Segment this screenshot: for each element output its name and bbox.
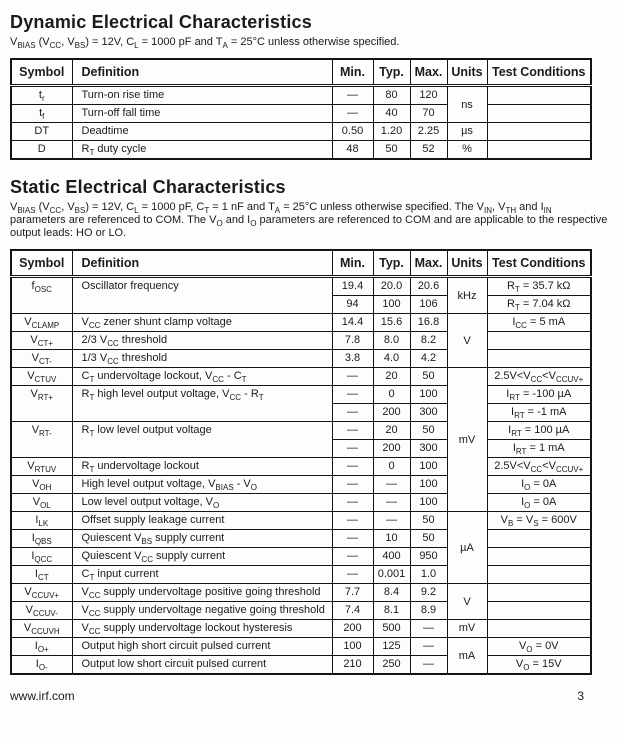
min-cell: — [332,566,373,584]
col-header-min: Min. [332,59,373,86]
min-cell: — [332,494,373,512]
symbol-cell: $I_{QBS}$ [11,530,72,548]
definition-cell: $R_T$ low level output voltage [72,422,332,458]
table-row [11,123,591,141]
typ-cell: 0 [373,458,410,476]
test-conditions-cell: $I_O = 0A$ [487,494,591,512]
test-conditions-cell: $I_{RT} = -1$ mA [487,404,591,422]
min-cell: 7.7 [332,584,373,602]
typ-cell: — [373,476,410,494]
max-cell: 20.6 [410,277,447,296]
table-row [11,638,591,656]
max-cell: 300 [410,440,447,458]
min-cell: 100 [332,638,373,656]
max-cell: 2.25 [410,123,447,141]
min-cell: 48 [332,141,373,160]
col-header-units: Units [447,250,487,277]
typ-cell: 200 [373,440,410,458]
max-cell: 50 [410,512,447,530]
footer-url: www.irf.com [10,689,75,703]
table-row [11,368,591,386]
symbol-cell: $I_{LK}$ [11,512,72,530]
symbol-cell: $I_{CT}$ [11,566,72,584]
test-conditions-cell [487,105,591,123]
max-cell: 16.8 [410,314,447,332]
static-section-title: Static Electrical Characteristics [10,177,286,197]
min-cell: — [332,422,373,440]
typ-cell: 40 [373,105,410,123]
table-row [11,620,591,638]
max-cell: 1.0 [410,566,447,584]
max-cell: 100 [410,386,447,404]
table-row [11,530,591,548]
max-cell: 100 [410,458,447,476]
col-header-symbol: Symbol [11,250,72,277]
typ-cell: 1.20 [373,123,410,141]
typ-cell: 10 [373,530,410,548]
col-header-max: Max. [410,250,447,277]
table-row [11,512,591,530]
min-cell: 7.4 [332,602,373,620]
max-cell: 100 [410,494,447,512]
min-cell: — [332,386,373,404]
table-row [11,105,591,123]
definition-cell: $V_{CC}$ supply undervoltage lockout hysteresis [72,620,332,638]
typ-cell: 100 [373,296,410,314]
test-conditions-cell: $I_{CC} = 5$ mA [487,314,591,332]
typ-cell: 8.1 [373,602,410,620]
typ-cell: 20.0 [373,277,410,296]
definition-cell: Output low short circuit pulsed current [72,656,332,675]
test-conditions-cell: $I_{RT} = 1$ mA [487,440,591,458]
max-cell: — [410,656,447,675]
test-conditions-cell: $I_O = 0A$ [487,476,591,494]
definition-cell: $R_T$ high level output voltage, $V_{CC} - R_T$ [72,386,332,422]
typ-cell: 20 [373,368,410,386]
max-cell: 52 [410,141,447,160]
table-row [11,141,591,160]
definition-cell: $V_{CC}$ zener shunt clamp voltage [72,314,332,332]
min-cell: 94 [332,296,373,314]
typ-cell: 50 [373,141,410,160]
max-cell: 300 [410,404,447,422]
symbol-cell: $V_{CLAMP}$ [11,314,72,332]
page-footer [10,689,584,703]
symbol-cell: $I_{O-}$ [11,656,72,675]
typ-cell: 20 [373,422,410,440]
max-cell: 8.2 [410,332,447,350]
min-cell: — [332,404,373,422]
typ-cell: 0.001 [373,566,410,584]
min-cell: — [332,512,373,530]
symbol-cell: $V_{CCUVH}$ [11,620,72,638]
symbol-cell: $V_{CCUV+}$ [11,584,72,602]
table-row [11,458,591,476]
definition-cell: Deadtime [72,123,332,141]
test-conditions-cell: $V_O = 0V$ [487,638,591,656]
test-conditions-cell: $2.5V<V_{CC}<V_{CCUV+}$ [487,368,591,386]
test-conditions-cell: $I_{RT} = -100$ µA [487,386,591,404]
min-cell: — [332,476,373,494]
min-cell: 14.4 [332,314,373,332]
symbol-cell: $V_{RTUV}$ [11,458,72,476]
dynamic-section-title: Dynamic Electrical Characteristics [10,12,312,32]
max-cell: — [410,638,447,656]
col-header-max: Max. [410,59,447,86]
table-row [11,494,591,512]
units-cell: V [447,584,487,620]
table-row [11,602,591,620]
col-header-definition: Definition [72,59,332,86]
definition-cell: Low level output voltage, $V_O$ [72,494,332,512]
typ-cell: 8.0 [373,332,410,350]
definition-cell: Oscillator frequency [72,277,332,314]
test-conditions-cell [487,123,591,141]
symbol-cell: D [11,141,72,160]
symbol-cell: $V_{CT+}$ [11,332,72,350]
test-conditions-cell [487,530,591,548]
symbol-cell: $I_{QCC}$ [11,548,72,566]
symbol-cell: $V_{OL}$ [11,494,72,512]
test-conditions-cell [487,584,591,602]
dynamic-characteristics-table [10,58,592,160]
dynamic-characteristics-section [10,12,617,160]
table-row [11,332,591,350]
max-cell: 50 [410,422,447,440]
definition-cell: Offset supply leakage current [72,512,332,530]
max-cell: 100 [410,476,447,494]
col-header-units: Units [447,59,487,86]
typ-cell: 4.0 [373,350,410,368]
units-cell: % [447,141,487,160]
table-row [11,548,591,566]
col-header-typ: Typ. [373,59,410,86]
test-conditions-cell [487,548,591,566]
typ-cell: 15.6 [373,314,410,332]
max-cell: 9.2 [410,584,447,602]
min-cell: — [332,86,373,105]
test-conditions-cell [487,332,591,350]
max-cell: — [410,620,447,638]
definition-cell: Quiescent $V_{CC}$ supply current [72,548,332,566]
col-header-definition: Definition [72,250,332,277]
typ-cell: 0 [373,386,410,404]
table-row [11,584,591,602]
min-cell: 0.50 [332,123,373,141]
typ-cell: 400 [373,548,410,566]
symbol-cell: $t_f$ [11,105,72,123]
units-cell: V [447,314,487,368]
units-cell: mV [447,620,487,638]
definition-cell: Turn-off fall time [72,105,332,123]
symbol-cell: $f_{OSC}$ [11,277,72,314]
test-conditions-cell [487,141,591,160]
test-conditions-cell: $I_{RT} = 100$ µA [487,422,591,440]
units-cell: mV [447,368,487,512]
units-cell: mA [447,638,487,675]
units-cell: ns [447,86,487,123]
dynamic-conditions-note: $V_{BIAS}$ ($V_{CC}$, $V_{BS}) = 12V$, $C_L = 1000$ pF and $T_A = 25^\circ C$ unless otherwise specified. [10,36,400,51]
test-conditions-cell [487,350,591,368]
definition-cell: $R_T$ undervoltage lockout [72,458,332,476]
table-row [11,656,591,675]
definition-cell: $C_T$ undervoltage lockout, $V_{CC} - C_T$ [72,368,332,386]
symbol-cell: $V_{CCUV-}$ [11,602,72,620]
table-row [11,86,591,105]
typ-cell: 80 [373,86,410,105]
col-header-min: Min. [332,250,373,277]
test-conditions-cell: $V_B = V_S = 600V$ [487,512,591,530]
col-header-typ: Typ. [373,250,410,277]
units-cell: µs [447,123,487,141]
table-row [11,277,591,296]
definition-cell: 1/3 $V_{CC}$ threshold [72,350,332,368]
table-row [11,350,591,368]
min-cell: 210 [332,656,373,675]
max-cell: 50 [410,368,447,386]
table-row [11,386,591,404]
typ-cell: 250 [373,656,410,675]
definition-cell: Output high short circuit pulsed current [72,638,332,656]
symbol-cell: $V_{CT-}$ [11,350,72,368]
min-cell: 7.8 [332,332,373,350]
symbol-cell: $V_{RT-}$ [11,422,72,458]
static-characteristics-table [10,249,592,675]
header-row [11,59,591,86]
static-characteristics-section [10,177,617,675]
test-conditions-cell: $R_T = 35.7$ kΩ [487,277,591,296]
table-row [11,566,591,584]
symbol-cell: $I_{O+}$ [11,638,72,656]
max-cell: 106 [410,296,447,314]
table-row [11,476,591,494]
max-cell: 950 [410,548,447,566]
definition-cell: $V_{CC}$ supply undervoltage positive going threshold [72,584,332,602]
test-conditions-cell: $V_O = 15V$ [487,656,591,675]
symbol-cell: $V_{CTUV}$ [11,368,72,386]
col-header-symbol: Symbol [11,59,72,86]
definition-cell: 2/3 $V_{CC}$ threshold [72,332,332,350]
min-cell: — [332,548,373,566]
max-cell: 50 [410,530,447,548]
header-row [11,250,591,277]
definition-cell: $C_T$ input current [72,566,332,584]
min-cell: 3.8 [332,350,373,368]
max-cell: 120 [410,86,447,105]
definition-cell: High level output voltage, $V_{BIAS} - V_O$ [72,476,332,494]
typ-cell: 8.4 [373,584,410,602]
table-row [11,314,591,332]
test-conditions-cell [487,566,591,584]
min-cell: — [332,105,373,123]
units-cell: µA [447,512,487,584]
typ-cell: — [373,512,410,530]
symbol-cell: $V_{OH}$ [11,476,72,494]
test-conditions-cell: $2.5V<V_{CC}<V_{CCUV+}$ [487,458,591,476]
min-cell: 19.4 [332,277,373,296]
static-conditions-note: $V_{BIAS}$ ($V_{CC}$, $V_{BS}) = 12V$, $C_L = 1000$ pF, $C_T = 1$ nF and $T_A = 25^\circ C$ unless otherwise specified. The $V_{IN}$, $V_{TH}$ and $I_{IN}$ parameters are referenced to COM. The $V_O$ and $I_O$ parameters are referenced to COM and are applicable to the respective output leads: HO or LO. [10,201,608,239]
typ-cell: — [373,494,410,512]
definition-cell: Quiescent $V_{BS}$ supply current [72,530,332,548]
definition-cell: Turn-on rise time [72,86,332,105]
typ-cell: 125 [373,638,410,656]
min-cell: — [332,368,373,386]
col-header-test-conditions: Test Conditions [487,59,591,86]
table-row [11,422,591,440]
col-header-test-conditions: Test Conditions [487,250,591,277]
max-cell: 70 [410,105,447,123]
max-cell: 8.9 [410,602,447,620]
test-conditions-cell [487,602,591,620]
footer-page-number: 3 [577,689,584,703]
test-conditions-cell [487,86,591,105]
min-cell: — [332,530,373,548]
test-conditions-cell [487,620,591,638]
test-conditions-cell: $R_T = 7.04$ kΩ [487,296,591,314]
units-cell: kHz [447,277,487,314]
definition-cell: $V_{CC}$ supply undervoltage negative going threshold [72,602,332,620]
typ-cell: 200 [373,404,410,422]
typ-cell: 500 [373,620,410,638]
min-cell: — [332,458,373,476]
max-cell: 4.2 [410,350,447,368]
symbol-cell: $V_{RT+}$ [11,386,72,422]
symbol-cell: DT [11,123,72,141]
symbol-cell: $t_r$ [11,86,72,105]
definition-cell: $R_T$ duty cycle [72,141,332,160]
min-cell: — [332,440,373,458]
min-cell: 200 [332,620,373,638]
